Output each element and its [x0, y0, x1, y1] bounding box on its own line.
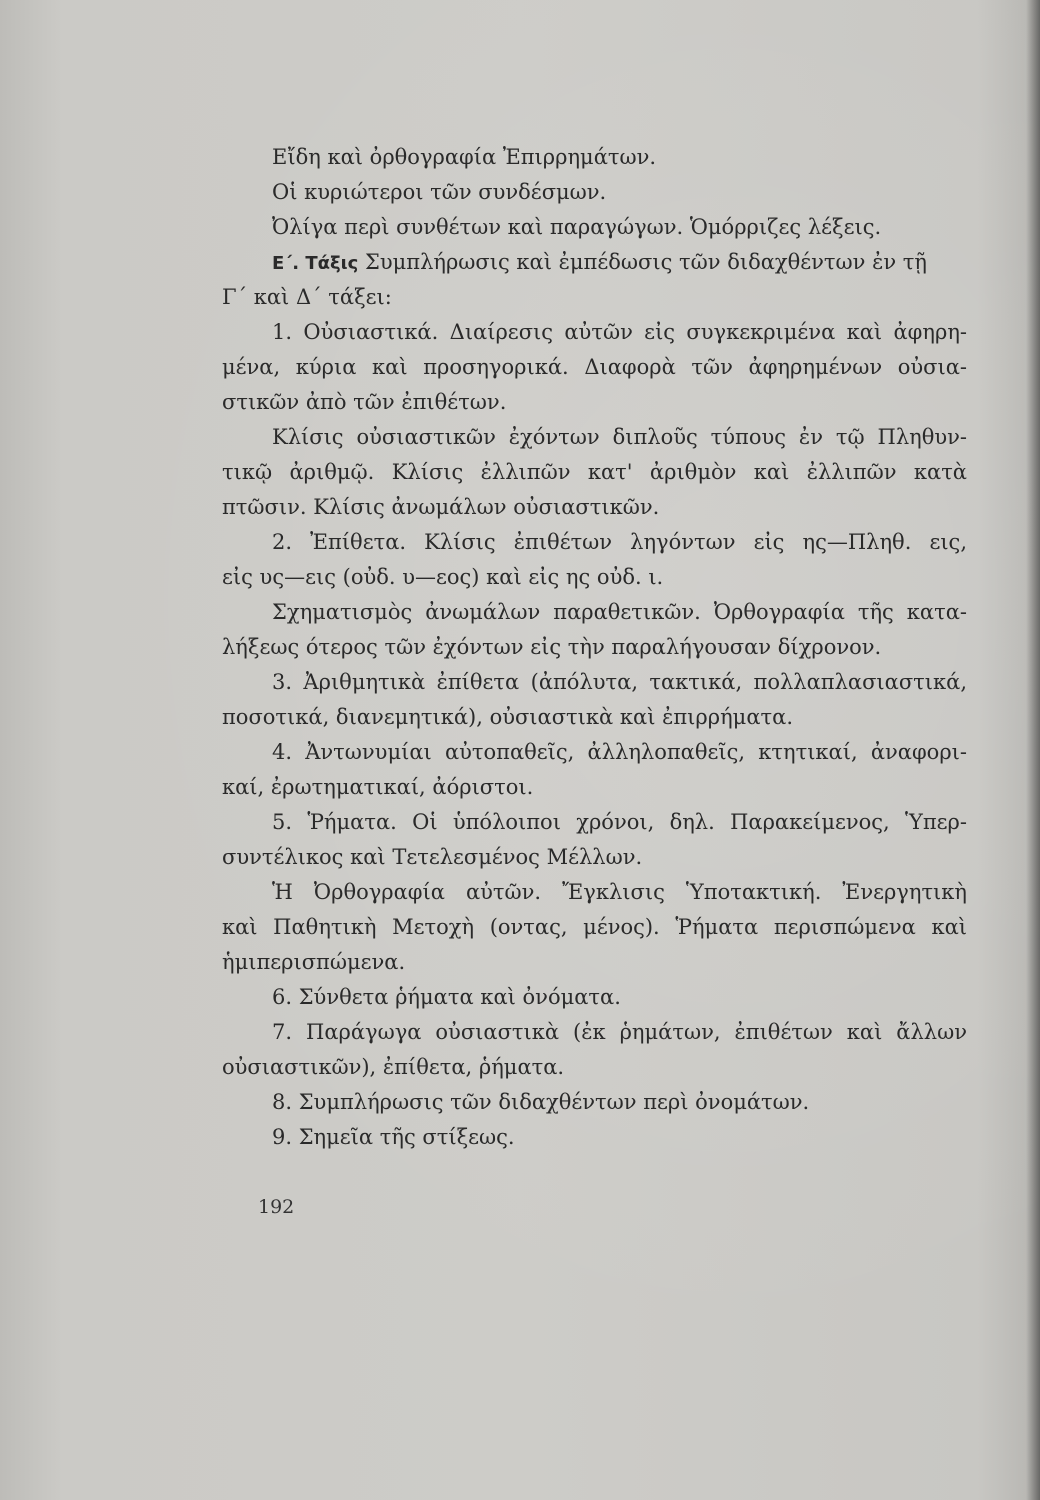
text-line: 2. Ἐπίθετα. Κλίσις ἐπιθέτων ληγόντων εἰς ης—Πληθ. εις, [272, 530, 967, 554]
text-line: τικῷ ἀριθμῷ. Κλίσις ἐλλιπῶν κατ' ἀριθμὸν καὶ ἐλλιπῶν κατὰ [222, 460, 967, 484]
text-line: μένα, κύρια καὶ προσηγορικά. Διαφορὰ τῶν ἀφηρημένων οὐσια- [222, 355, 967, 379]
text-line: καὶ Παθητικὴ Μετοχὴ (οντας, μένος). Ῥήματα περισπώμενα καὶ [222, 915, 967, 939]
curriculum-text [222, 140, 967, 1155]
text-line: πτῶσιν. Κλίσις ἀνωμάλων οὐσιαστικῶν. [222, 495, 660, 519]
text-line: Ὀλίγα περὶ συνθέτων καὶ παραγώγων. Ὁμόρριζες λέξεις. [272, 215, 882, 239]
text-line: ἡμιπερισπώμενα. [222, 950, 406, 974]
text-line: 4. Ἀντωνυμίαι αὐτοπαθεῖς, ἀλληλοπαθεῖς, κτητικαί, ἀναφορι- [272, 740, 967, 764]
section-heading-line [222, 245, 967, 280]
text-line: λήξεως ότερος τῶν ἐχόντων εἰς τὴν παραλήγουσαν δίχρονον. [222, 635, 882, 659]
text-line: 8. Συμπλήρωσις τῶν διδαχθέντων περὶ ὀνομάτων. [272, 1090, 810, 1114]
text-line: 1. Οὐσιαστικά. Διαίρεσις αὐτῶν εἰς συγκεκριμένα καὶ ἀφηρη- [272, 320, 967, 344]
text-line: Κλίσις οὐσιαστικῶν ἐχόντων διπλοῦς τύπους ἐν τῷ Πληθυν- [272, 425, 967, 449]
text-line: καί, ἐρωτηματικαί, ἀόριστοι. [222, 775, 534, 799]
text-line: 5. Ῥήματα. Οἱ ὑπόλοιποι χρόνοι, δηλ. Παρακείμενος, Ὑπερ- [272, 810, 967, 834]
page-number: 192 [258, 1196, 295, 1218]
section-label: Ε΄. Τάξις [272, 253, 359, 274]
text-line: 3. Ἀριθμητικὰ ἐπίθετα (ἀπόλυτα, τακτικά, πολλαπλασιαστικά, [272, 670, 967, 694]
text-line: 7. Παράγωγα οὐσιαστικὰ (ἐκ ῥημάτων, ἐπιθέτων καὶ ἄλλων [272, 1020, 967, 1044]
section-heading-text: Συμπλήρωσις καὶ ἐμπέδωσις τῶν διδαχθέντων ἐν τῇ [365, 250, 928, 274]
page-edge-shadow [1026, 0, 1040, 1500]
text-line: Σχηματισμὸς ἀνωμάλων παραθετικῶν. Ὀρθογραφία τῆς κατα- [272, 600, 967, 624]
text-line: Ἡ Ὀρθογραφία αὐτῶν. Ἔγκλισις Ὑποτακτική. Ἐνεργητικὴ [272, 880, 967, 904]
text-line: Γ΄ καὶ Δ΄ τάξει: [222, 285, 392, 309]
text-line: εἰς υς—εις (οὐδ. υ—εος) καὶ εἰς ης οὐδ. ι. [222, 565, 664, 589]
text-line: Οἱ κυριώτεροι τῶν συνδέσμων. [272, 180, 607, 204]
text-line: Εἴδη καὶ ὀρθογραφία Ἐπιρρημάτων. [272, 145, 657, 169]
text-line: στικῶν ἀπὸ τῶν ἐπιθέτων. [222, 390, 507, 414]
text-line: 9. Σημεῖα τῆς στίξεως. [272, 1125, 515, 1149]
text-line: οὐσιαστικῶν), ἐπίθετα, ῥήματα. [222, 1055, 565, 1079]
text-line: 6. Σύνθετα ῥήματα καὶ ὀνόματα. [272, 985, 621, 1009]
text-line: ποσοτικά, διανεμητικά), οὐσιαστικὰ καὶ ἐπιρρήματα. [222, 705, 793, 729]
text-line: συντέλικος καὶ Τετελεσμένος Μέλλων. [222, 845, 643, 869]
